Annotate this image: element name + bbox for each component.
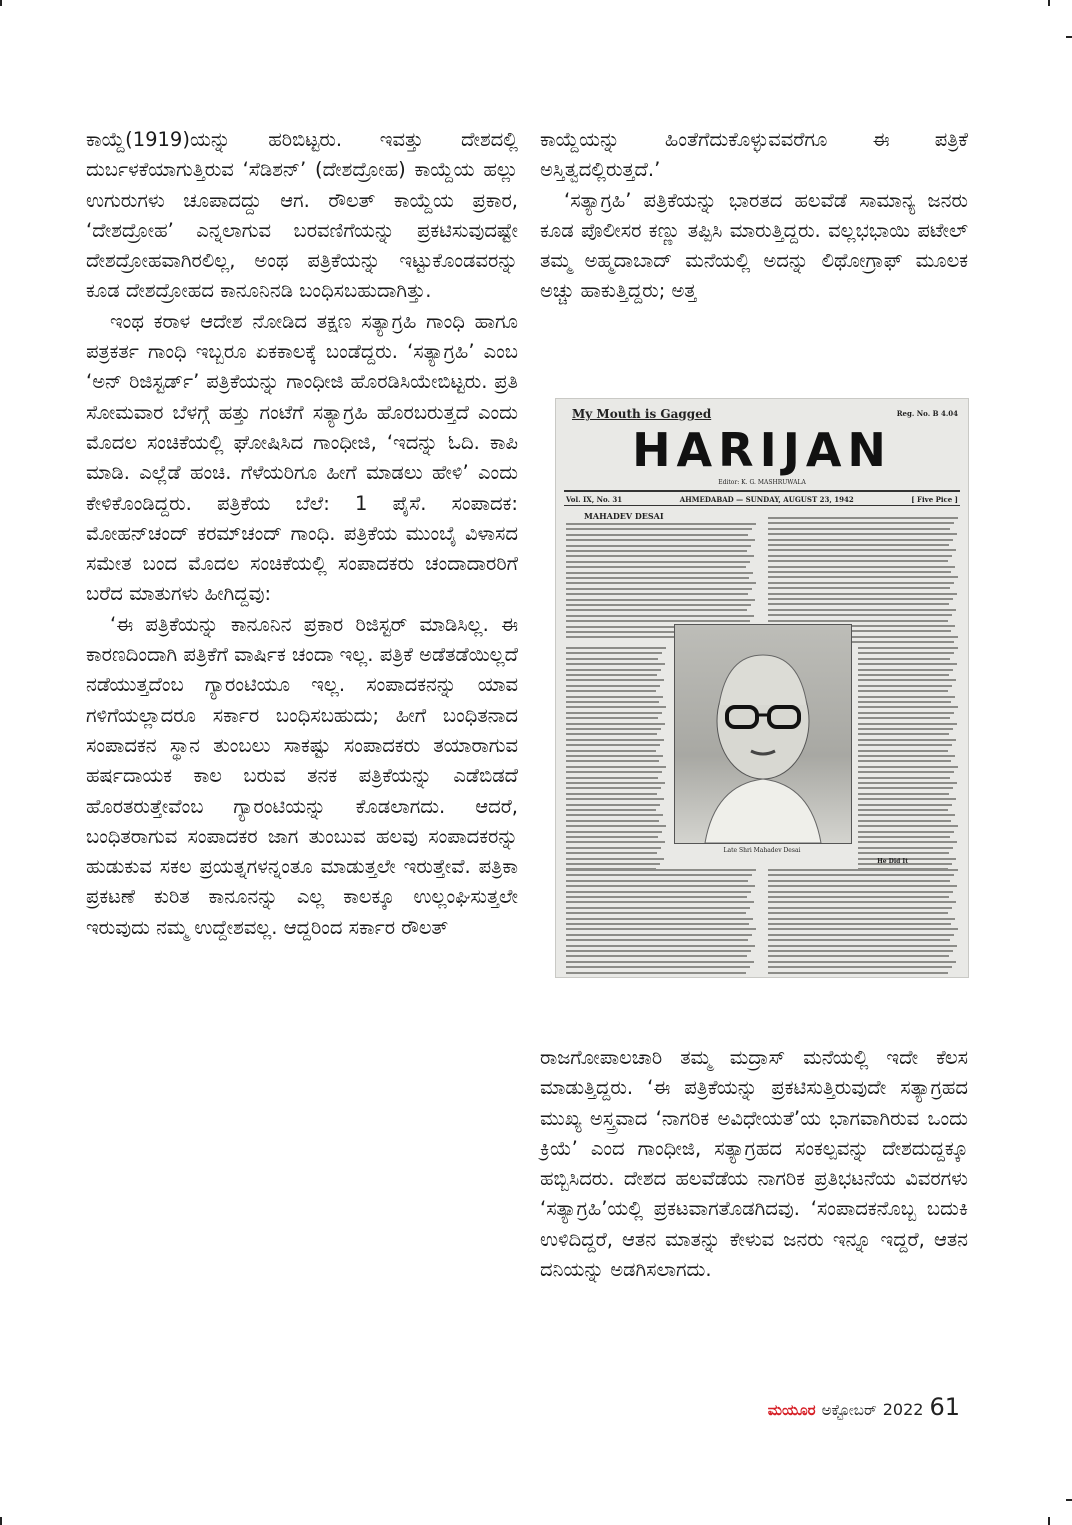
- clipping-text-line: [858, 679, 956, 681]
- divider: [564, 490, 960, 492]
- page-footer: [768, 1393, 960, 1421]
- clipping-text-line: [858, 847, 953, 849]
- clipping-text-line: [566, 706, 666, 708]
- crop-mark: [1066, 1499, 1072, 1501]
- clipping-text-line: [566, 907, 750, 909]
- clipping-text-line: [858, 766, 958, 768]
- clipping-text-line: [566, 896, 747, 898]
- clipping-text-line: [858, 652, 954, 654]
- paragraph: ಕಾಯ್ದೆ(1919)ಯನ್ನು ಹರಿಬಿಟ್ಟರು. ಇವತ್ತು ದೇಶದಲ್ಲಿ ದುರ್ಬಳಕೆಯಾಗುತ್ತಿರುವ ‘ಸೆಡಿಶನ್’ (ದೇಶದ್ರೋಹ) ಕಾಯ್ದೆಯ ಹಲ್ಲು ಉಗುರುಗಳು ಚೂಪಾದದ್ದು ಆಗ. ರೌಲತ್ ಕಾಯ್ದೆಯ ಪ್ರಕಾರ, ‘ದೇಶದ್ರೋಹ’ ಎನ್ನಲಾಗುವ ಬರವಣಿಗೆಯನ್ನು ಪ್ರಕಟಿಸುವುದಷ್ಟೇ ದೇಶದ್ರೋಹವಾಗಿರಲಿಲ್ಲ, ಅಂಥ ಪತ್ರಿಕೆಯನ್ನು ಇಟ್ಟುಕೊಂಡವರನ್ನು ಕೂಡ ದೇಶದ್ರೋಹದ ಕಾನೂನಿನಡಿ ಬಂಧಿಸಬಹುದಾಗಿತ್ತು.: [86, 128, 518, 303]
- clipping-text-line: [566, 825, 666, 827]
- clipping-text-line: [566, 820, 659, 822]
- clipping-text-line: [768, 961, 956, 963]
- harijan-newspaper-clipping: [555, 398, 969, 978]
- clipping-text-line: [566, 869, 756, 871]
- clipping-text-line: [768, 587, 950, 589]
- clipping-text-line: [566, 928, 756, 930]
- clipping-text-line: [768, 966, 952, 968]
- crop-mark: [0, 0, 2, 6]
- article-column-right-top: [540, 125, 968, 307]
- clipping-text-line: [768, 528, 950, 530]
- clipping-text-line: [768, 522, 954, 524]
- clipping-text-line: [566, 647, 666, 649]
- clipping-text-line: [858, 717, 950, 719]
- clipping-text-line: [566, 782, 665, 784]
- clipping-text-line: [858, 825, 958, 827]
- clipping-text-line: [566, 831, 662, 833]
- crop-mark: [0, 1517, 2, 1525]
- clipping-text-line: [858, 744, 952, 746]
- clipping-text-line: [768, 972, 948, 974]
- paragraph: ರಾಜಗೋಪಾಲಚಾರಿ ತಮ್ಮ ಮದ್ರಾಸ್ ಮನೆಯಲ್ಲಿ ಇದೇ ಕೆಲಸ ಮಾಡುತ್ತಿದ್ದರು. ‘ಈ ಪತ್ರಿಕೆಯನ್ನು ಪ್ರಕಟಿಸುತ್ತಿರುವುದೇ ಸತ್ಯಾಗ್ರಹದ ಮುಖ್ಯ ಅಸ್ತ್ರವಾದ ‘ನಾಗರಿಕ ಅವಿಧೇಯತೆ’ಯ ಭಾಗವಾಗಿರುವ ಒಂದು ಕ್ರಿಯೆ’ ಎಂದ ಗಾಂಧೀಜಿ, ಸತ್ಯಾಗ್ರಹದ ಸಂಕಲ್ಪವನ್ನು ದೇಶದುದ್ದಕ್ಕೂ ಹಬ್ಬಿಸಿದರು. ದೇಶದ ಹಲವೆಡೆಯ ನಾಗರಿಕ ಪ್ರತಿಭಟನೆಯ ವಿವರಗಳು ‘ಸತ್ಯಾಗ್ರಹಿ’ಯಲ್ಲಿ ಪ್ರಕಟವಾಗತೊಡಗಿದವು. ‘ಸಂಪಾದಕನೊಬ್ಬ ಬದುಕಿ ಉಳಿದಿದ್ದರೆ, ಆತನ ಮಾತನ್ನು ಕೇಳುವ ಜನರು ಇನ್ನೂ ಇದ್ದರೆ, ಆತನ ದನಿಯನ್ನು ಅಡಗಿಸಲಾಗದು.: [540, 1046, 968, 1282]
- clipping-text-line: [768, 517, 958, 519]
- clipping-text-line: [768, 939, 950, 941]
- clipping-text-line: [858, 647, 958, 649]
- clipping-text-line: [566, 901, 754, 903]
- clipping-text-line: [858, 728, 953, 730]
- clipping-text-line: [858, 793, 949, 795]
- clipping-text-line: [768, 885, 957, 887]
- clipping-text-line: [566, 593, 748, 595]
- clipping-text-line: [566, 841, 665, 843]
- clipping-text-line: [566, 814, 663, 816]
- clipping-masthead: HARIJAN: [632, 423, 892, 477]
- clipping-text-line: [566, 566, 746, 568]
- clipping-text-line: [566, 874, 752, 876]
- clipping-text-line: [768, 609, 956, 611]
- clipping-text-line: [566, 760, 659, 762]
- clipping-text-line: [768, 950, 953, 952]
- clipping-text-line: [768, 593, 957, 595]
- clipping-text-line: [768, 560, 948, 562]
- clipping-text-line: [858, 814, 955, 816]
- clipping-text-line: [768, 539, 953, 541]
- clipping-editor: Editor: K. G. MASHRUWALA: [718, 479, 806, 486]
- clipping-price: [ Five Pice ]: [911, 495, 958, 504]
- clipping-text-line: [566, 750, 656, 752]
- clipping-text-line: [858, 760, 951, 762]
- clipping-text-line: [566, 679, 664, 681]
- clipping-text-line: [566, 891, 751, 893]
- clipping-text-line: [768, 603, 949, 605]
- clipping-dateline-row: [566, 495, 958, 504]
- clipping-text-line: [768, 912, 948, 914]
- clipping-text-line: [566, 701, 659, 703]
- clipping-text-line: [566, 880, 748, 882]
- clipping-text-line: [566, 523, 756, 525]
- clipping-text-line: [768, 566, 955, 568]
- clipping-text-line: [768, 544, 949, 546]
- clipping-text-line: [858, 674, 949, 676]
- clipping-text-line: [566, 534, 748, 536]
- clipping-text-line: [566, 572, 753, 574]
- clipping-text-line: [768, 918, 955, 920]
- clipping-text-line: [858, 669, 953, 671]
- clipping-text-line: [768, 549, 956, 551]
- clipping-text-line: [768, 907, 952, 909]
- clipping-text-line: [566, 658, 658, 660]
- clipping-text-line: [858, 787, 953, 789]
- clipping-text-line: [858, 712, 954, 714]
- clipping-text-line: [566, 923, 749, 925]
- clipping-text-line: [566, 669, 661, 671]
- paragraph: ಕಾಯ್ದೆಯನ್ನು ಹಿಂತೆಗೆದುಕೊಳ್ಳುವವರೆಗೂ ಈ ಪತ್ರಿಕೆ ಅಸ್ತಿತ್ವದಲ್ಲಿರುತ್ತದೆ.’: [540, 128, 968, 182]
- clipping-text-line: [566, 620, 750, 622]
- clipping-text-line: [566, 787, 661, 789]
- clipping-text-line: [566, 717, 658, 719]
- clipping-text-line: [566, 739, 664, 741]
- clipping-text-line: [858, 733, 949, 735]
- clipping-text-line: [858, 690, 948, 692]
- clipping-text-line: [768, 891, 953, 893]
- article-column-right-bottom: [540, 1043, 968, 1285]
- clipping-text-line: [566, 918, 753, 920]
- clipping-text-line: [566, 863, 660, 865]
- issue-year: 2022: [882, 1400, 924, 1419]
- clipping-text-line: [566, 550, 747, 552]
- crop-mark: [1066, 36, 1072, 38]
- clipping-text-line: [566, 545, 751, 547]
- clipping-text-line: [858, 755, 955, 757]
- magazine-name: ಮಯೂರ: [767, 1401, 816, 1419]
- clipping-headline: MAHADEV DESAI: [584, 511, 664, 521]
- clipping-text-line: [566, 652, 662, 654]
- article-column-left: [86, 125, 518, 943]
- clipping-text-line: [566, 615, 754, 617]
- portrait-photo: [674, 624, 852, 844]
- clipping-text-line: [566, 604, 751, 606]
- portrait-caption: Late Shri Mahadev Desai: [723, 847, 801, 854]
- clipping-issue-no: Vol. IX, No. 31: [566, 495, 623, 504]
- clipping-text-line: [566, 804, 660, 806]
- clipping-text-line: [566, 728, 661, 730]
- divider: [564, 505, 960, 506]
- clipping-text-line: [858, 852, 949, 854]
- clipping-text-line: [566, 847, 661, 849]
- clipping-text-line: [566, 852, 657, 854]
- clipping-text-line: [768, 533, 957, 535]
- clipping-text-line: [858, 804, 952, 806]
- clipping-text-line: [566, 685, 660, 687]
- clipping-text-line: [566, 972, 746, 974]
- clipping-text-line: [858, 696, 955, 698]
- clipping-reg-no: Reg. No. B 4.04: [896, 409, 958, 418]
- clipping-text-line: [566, 793, 657, 795]
- clipping-text-line: [566, 912, 746, 914]
- clipping-text-line: [566, 712, 662, 714]
- clipping-text-line: [566, 744, 660, 746]
- clipping-text-line: [858, 685, 952, 687]
- clipping-text-line: [858, 771, 954, 773]
- clipping-text-line: [858, 750, 948, 752]
- clipping-text-line: [566, 582, 756, 584]
- clipping-text-line: [566, 577, 749, 579]
- clipping-text-line: [858, 658, 950, 660]
- clipping-text-line: [858, 836, 950, 838]
- clipping-text-line: [768, 555, 952, 557]
- clipping-text-line: [566, 599, 755, 601]
- clipping-text-line: [566, 723, 665, 725]
- clipping-text-line: [566, 555, 754, 557]
- clipping-text-line: [858, 782, 957, 784]
- clipping-text-line: [566, 528, 752, 530]
- portrait-label: He Did It: [877, 858, 908, 865]
- clipping-text-line: [566, 809, 656, 811]
- clipping-text-line: [858, 663, 957, 665]
- clipping-text-line: [858, 831, 954, 833]
- clipping-text-line: [768, 896, 949, 898]
- clipping-text-line: [858, 701, 951, 703]
- clipping-text-line: [566, 588, 752, 590]
- clipping-text-line: [768, 582, 954, 584]
- clipping-text-line: [768, 945, 957, 947]
- clipping-text-line: [858, 723, 957, 725]
- clipping-text-line: [566, 696, 663, 698]
- clipping-text-line: [566, 539, 755, 541]
- issue-month: ಅಕ್ಟೋಬರ್: [821, 1401, 877, 1419]
- clipping-text-line: [566, 961, 754, 963]
- crop-mark: [1048, 0, 1050, 6]
- clipping-text-line: [566, 955, 747, 957]
- clipping-text-line: [768, 955, 949, 957]
- paragraph: ‘ಸತ್ಯಾಗ್ರಹಿ’ ಪತ್ರಿಕೆಯನ್ನು ಭಾರತದ ಹಲವೆಡೆ ಸಾಮಾನ್ಯ ಜನರು ಕೂಡ ಪೊಲೀಸರ ಕಣ್ಣು ತಪ್ಪಿಸಿ ಮಾರುತ್ತಿದ್ದರು. ವಲ್ಲಭಭಾಯಿ ಪಟೇಲ್ ತಮ್ಮ ಅಹ್ಮದಾಬಾದ್ ಮನೆಯಲ್ಲಿ ಅದನ್ನು ಲಿಥೋಗ್ರಾಫ್ ಮೂಲಕ ಅಚ್ಚು ಹಾಕುತ್ತಿದ್ದರು; ಅತ್ತ: [540, 188, 968, 303]
- clipping-text-line: [858, 798, 956, 800]
- clipping-text-line: [566, 674, 657, 676]
- clipping-text-line: [566, 939, 748, 941]
- clipping-text-line: [566, 945, 755, 947]
- clipping-text-line: [858, 841, 957, 843]
- clipping-text-line: [566, 934, 752, 936]
- clipping-text-line: [768, 571, 951, 573]
- clipping-dateline: AHMEDABAD — SUNDAY, AUGUST 23, 1942: [679, 495, 854, 504]
- clipping-text-line: [566, 561, 750, 563]
- clipping-text-line: [768, 880, 950, 882]
- clipping-text-line: [566, 663, 665, 665]
- clipping-tagline: My Mouth is Gagged: [572, 407, 712, 421]
- clipping-text-line: [858, 820, 951, 822]
- clipping-text-line: [566, 771, 662, 773]
- clipping-text-line: [566, 766, 666, 768]
- portrait-image: [675, 625, 851, 843]
- clipping-text-line: [566, 755, 663, 757]
- paragraph: ‘ಈ ಪತ್ರಿಕೆಯನ್ನು ಕಾನೂನಿನ ಪ್ರಕಾರ ರಿಜಿಸ್ಟರ್ ಮಾಡಿಸಿಲ್ಲ. ಈ ಕಾರಣದಿಂದಾಗಿ ಪತ್ರಿಕೆಗೆ ವಾರ್ಷಿಕ ಚಂದಾ ಇಲ್ಲ. ಪತ್ರಿಕೆ ಅಡೆತಡೆಯಿಲ್ಲದೆ ನಡೆಯುತ್ತದೆಂಬ ಗ್ಯಾರಂಟಿಯೂ ಇಲ್ಲ. ಸಂಪಾದಕನನ್ನು ಯಾವ ಗಳಿಗೆಯಲ್ಲಾದರೂ ಸರ್ಕಾರ ಬಂಧಿಸಬಹುದು; ಹೀಗೆ ಬಂಧಿತನಾದ ಸಂಪಾದಕನ ಸ್ಥಾನ ತುಂಬಲು ಸಾಕಷ್ಟು ಸಂಪಾದಕರು ತಯಾರಾಗುವ ಹರ್ಷದಾಯಕ ಕಾಲ ಬರುವ ತನಕ ಪತ್ರಿಕೆಯನ್ನು ಎಡೆಬಿಡದೆ ಹೊರತರುತ್ತೇವೆಂಬ ಗ್ಯಾರಂಟಿಯನ್ನು ಕೊಡಲಾಗದು. ಆದರೆ, ಬಂಧಿತರಾಗುವ ಸಂಪಾದಕರ ಜಾಗ ತುಂಬುವ ಹಲವು ಸಂಪಾದಕರನ್ನು ಹುಡುಕುವ ಸಕಲ ಪ್ರಯತ್ನಗಳನ್ನಂತೂ ಮಾಡುತ್ತಲೇ ಇರುತ್ತೇವೆ. ಪತ್ರಿಕಾ ಪ್ರಕಟಣೆ ಕುರಿತ ಕಾನೂನನ್ನು ಎಲ್ಲ ಕಾಲಕ್ಕೂ ಉಲ್ಲಂಘಿಸುತ್ತಲೇ ಇರುವುದು ನಮ್ಮ ಉದ್ದೇಶವಲ್ಲ. ಆದ್ದರಿಂದ ಸರ್ಕಾರ ರೌಲತ್: [86, 612, 518, 939]
- clipping-text-line: [566, 966, 750, 968]
- clipping-text-line: [566, 777, 658, 779]
- clipping-text-line: [768, 901, 956, 903]
- clipping-text-line: [768, 869, 958, 871]
- clipping-text-line: [768, 928, 958, 930]
- clipping-text-line: [768, 874, 954, 876]
- clipping-text-line: [858, 809, 948, 811]
- clipping-text-line: [768, 620, 948, 622]
- paragraph: ಇಂಥ ಕರಾಳ ಆದೇಶ ನೋಡಿದ ತಕ್ಷಣ ಸತ್ಯಾಗ್ರಹಿ ಗಾಂಧಿ ಹಾಗೂ ಪತ್ರಕರ್ತ ಗಾಂಧಿ ಇಬ್ಬರೂ ಏಕಕಾಲಕ್ಕೆ ಬಂಡೆದ್ದರು. ‘ಸತ್ಯಾಗ್ರಹಿ’ ಎಂಬ ‘ಅನ್ ರಿಜಿಸ್ಟರ್ಡ್’ ಪತ್ರಿಕೆಯನ್ನು ಗಾಂಧೀಜಿ ಹೊರಡಿಸಿಯೇಬಿಟ್ಟರು. ಪ್ರತಿ ಸೋಮವಾರ ಬೆಳಗ್ಗೆ ಹತ್ತು ಗಂಟೆಗೆ ಸತ್ಯಾಗ್ರಹಿ ಹೊರಬರುತ್ತದೆ ಎಂದು ಮೊದಲ ಸಂಚಿಕೆಯಲ್ಲಿ ಘೋಷಿಸಿದ ಗಾಂಧೀಜಿ, ‘ಇದನ್ನು ಓದಿ. ಕಾಪಿ ಮಾಡಿ. ಎಲ್ಲೆಡೆ ಹಂಚಿ. ಗೆಳೆಯರಿಗೂ ಹೀಗೆ ಮಾಡಲು ಹೇಳಿ’ ಎಂದು ಕೇಳಿಕೊಂಡಿದ್ದರು. ಪತ್ರಿಕೆಯ ಬೆಲೆ: 1 ಪೈಸೆ. ಸಂಪಾದಕ: ಮೋಹನ್‌ಚಂದ್ ಕರಮ್‌ಚಂದ್ ಗಾಂಧಿ. ಪತ್ರಿಕೆಯ ಮುಂಬೈ ವಿಳಾಸದ ಸಮೇತ ಬಂದ ಮೊದಲ ಸಂಚಿಕೆಯಲ್ಲಿ ಸಂಪಾದಕರು ಚಂದಾದಾರರಿಗೆ ಬರೆದ ಮಾತುಗಳು ಹೀಗಿದ್ದವು:: [86, 309, 518, 606]
- clipping-text-line: [566, 836, 658, 838]
- clipping-text-line: [768, 923, 951, 925]
- clipping-text-line: [566, 690, 656, 692]
- clipping-text-line: [566, 950, 751, 952]
- clipping-text-line: [858, 777, 950, 779]
- page-number: 61: [929, 1393, 960, 1421]
- clipping-text-line: [768, 934, 954, 936]
- crop-mark: [1048, 1517, 1050, 1525]
- clipping-text-line: [858, 739, 956, 741]
- clipping-text-line: [768, 598, 953, 600]
- clipping-text-line: [566, 733, 657, 735]
- clipping-text-line: [566, 858, 664, 860]
- clipping-text-line: [566, 885, 755, 887]
- clipping-text-line: [858, 706, 958, 708]
- clipping-text-line: [566, 609, 747, 611]
- clipping-text-line: [768, 576, 958, 578]
- clipping-text-line: [566, 798, 664, 800]
- clipping-text-line: [768, 614, 952, 616]
